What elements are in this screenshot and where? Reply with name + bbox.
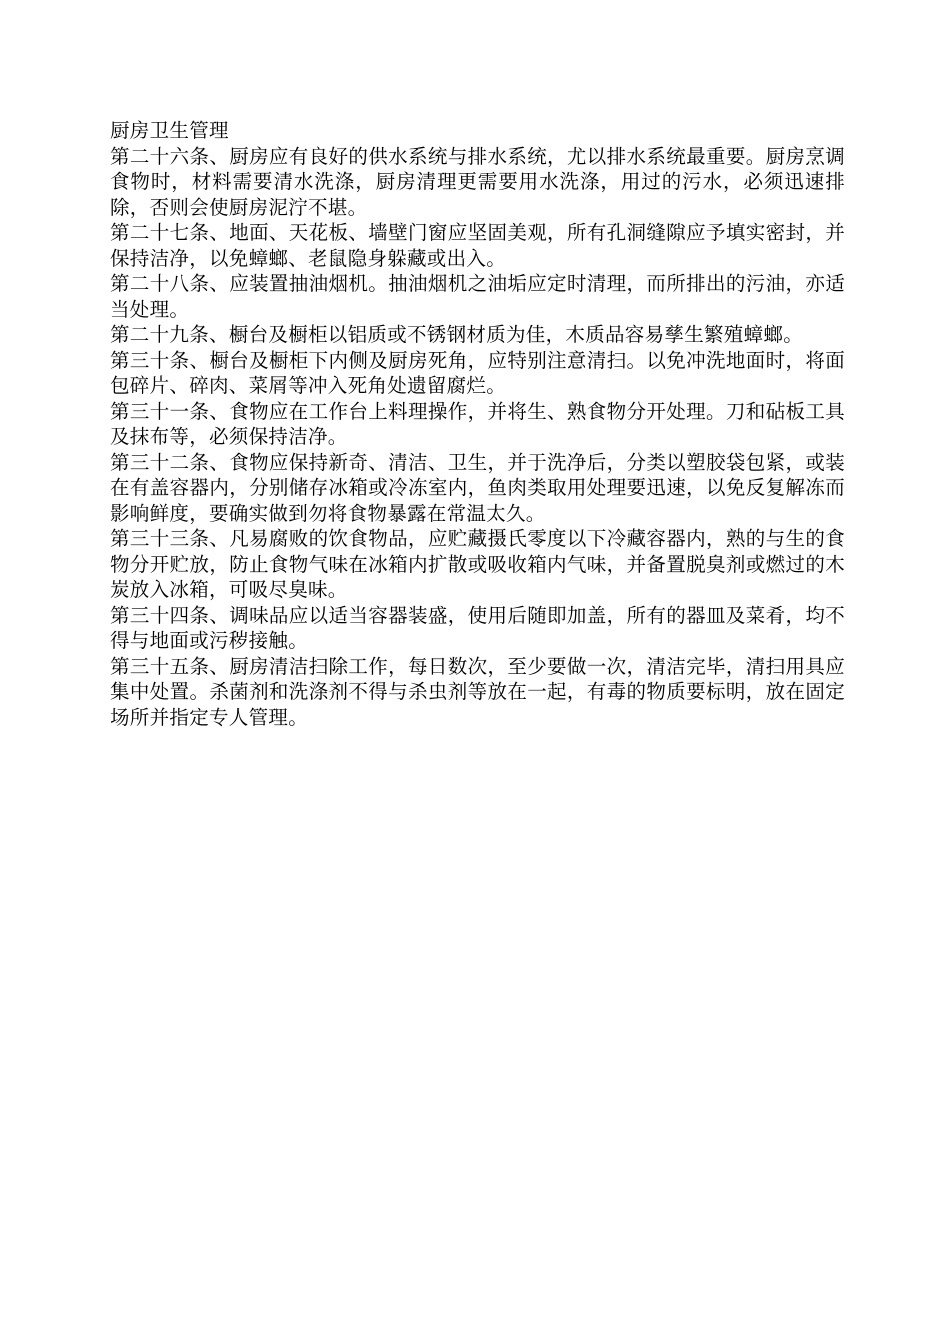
clause-28: 第二十八条、应装置抽油烟机。抽油烟机之油垢应定时清理，而所排出的污油，亦适当处理。 bbox=[110, 272, 845, 321]
document-title: 厨房卫生管理 bbox=[110, 119, 229, 142]
clause-29: 第二十九条、橱台及橱柜以铝质或不锈钢材质为佳，木质品容易孳生繁殖蟑螂。 bbox=[110, 323, 804, 346]
document-page bbox=[110, 118, 845, 730]
clause-35: 第三十五条、厨房清洁扫除工作，每日数次，至少要做一次，清洁完毕，清扫用具应集中处置。杀菌剂和洗涤剂不得与杀虫剂等放在一起，有毒的物质要标明，放在固定场所并指定专人管理。 bbox=[110, 654, 845, 729]
clause-26: 第二十六条、厨房应有良好的供水系统与排水系统，尤以排水系统最重要。厨房烹调食物时，材料需要清水洗涤，厨房清理更需要用水洗涤，用过的污水，必须迅速排除，否则会使厨房泥泞不堪。 bbox=[110, 144, 845, 219]
clause-31: 第三十一条、食物应在工作台上料理操作，并将生、熟食物分开处理。刀和砧板工具及抹布等，必须保持洁净。 bbox=[110, 399, 845, 448]
clause-34: 第三十四条、调味品应以适当容器装盛，使用后随即加盖，所有的器皿及菜肴，均不得与地面或污秽接触。 bbox=[110, 603, 845, 652]
clause-27: 第二十七条、地面、天花板、墙壁门窗应坚固美观，所有孔洞缝隙应予填实密封，并保持洁净，以免蟑螂、老鼠隐身躲藏或出入。 bbox=[110, 221, 845, 270]
clause-32: 第三十二条、食物应保持新奇、清洁、卫生，并于洗净后，分类以塑胶袋包紧，或装在有盖容器内，分别储存冰箱或冷冻室内，鱼肉类取用处理要迅速，以免反复解冻而影响鲜度，要确实做到勿将食物暴露在常温太久。 bbox=[110, 450, 845, 525]
clause-33: 第三十三条、凡易腐败的饮食物品，应贮藏摄氏零度以下冷藏容器内，熟的与生的食物分开贮放，防止食物气味在冰箱内扩散或吸收箱内气味，并备置脱臭剂或燃过的木炭放入冰箱，可吸尽臭味。 bbox=[110, 527, 845, 601]
clause-30: 第三十条、橱台及橱柜下内侧及厨房死角，应特别注意清扫。以免冲洗地面时，将面包碎片、碎肉、菜屑等冲入死角处遗留腐烂。 bbox=[110, 348, 845, 397]
